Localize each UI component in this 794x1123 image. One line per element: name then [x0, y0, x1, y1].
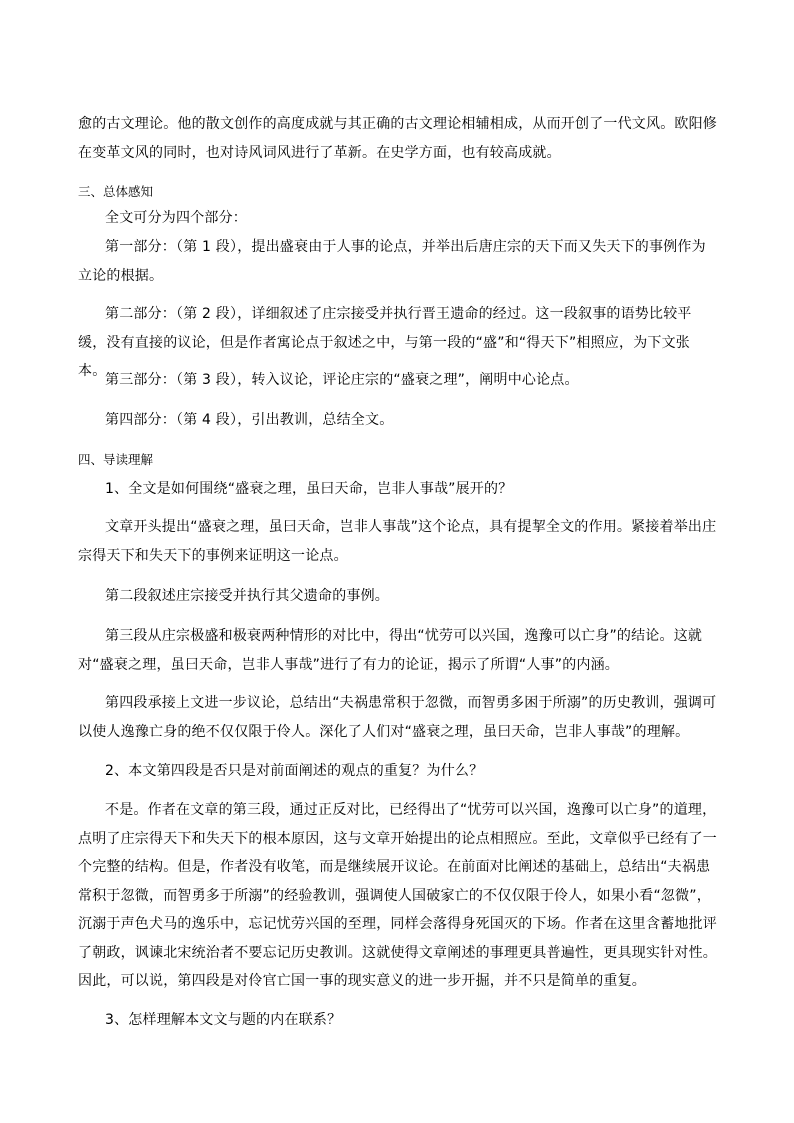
part-3: 第三部分：（第 3 段），转入议论，评论庄宗的“盛衰之理”，阐明中心论点。: [105, 372, 579, 388]
intro-paragraph: 愈的古文理论。他的散文创作的高度成就与其正确的古文理论相辅相成，从而开创了一代文风。欧阳修在变革文风的同时，也对诗风词风进行了革新。在史学方面，也有较高成就。: [78, 116, 717, 161]
answer-1-para-2: 第二段叙述庄宗接受并执行其父遗命的事例。: [105, 588, 389, 604]
question-1: 1、全文是如何围绕“盛衰之理，虽曰天命，岂非人事哉”展开的？: [105, 481, 513, 497]
section-3-heading: 三、总体感知: [78, 184, 154, 199]
answer-2: 不是。作者在文章的第三段，通过正反对比，已经得出了“忧劳可以兴国，逸豫可以亡身”的道理，点明了庄宗得天下和失天下的根本原因，这与文章开始提出的论点相照应。至此，文章似乎已经有了一个完整的结构。但是，作者没有收笔，而是继续展开议论。在前面对比阐述的基础上，总结出“夫祸患常积于忽微，而智勇多于所溺”的经验教训，强调使人国破家亡的不仅仅限于伶人，如果小看“忽微”，沉溺于声色犬马的逸乐中，忘记忧劳兴国的至理，同样会落得身死国灭的下场。作者在这里含蓄地批评了朝政，讽谏北宋统治者不要忘记历史教训。这就使得文章阐述的事理更具普遍性，更具现实针对性。因此，可以说，第四段是对伶官亡国一事的现实意义的进一步开掘，并不只是简单的重复。: [78, 802, 717, 989]
answer-1-para-1: 文章开头提出“盛衰之理，虽曰天命，岂非人事哉”这个论点，具有提挈全文的作用。紧接着举出庄宗得天下和失天下的事例来证明这一论点。: [78, 519, 717, 564]
question-2: 2、本文第四段是否只是对前面阐述的观点的重复？为什么？: [105, 763, 484, 779]
part-4: 第四部分：（第 4 段），引出教训，总结全文。: [105, 412, 394, 428]
section-3-lead: 全文可分为四个部分：: [105, 210, 247, 226]
section-4-heading: 四、导读理解: [78, 452, 154, 467]
answer-1-para-3: 第三段从庄宗极盛和极衰两种情形的对比中，得出“忧劳可以兴国，逸豫可以亡身”的结论。这就对“盛衰之理，虽曰天命，岂非人事哉”进行了有力的论证，揭示了所谓“人事”的内涵。: [78, 628, 703, 673]
part-1: 第一部分：（第 1 段），提出盛衰由于人事的论点，并举出后唐庄宗的天下而又失天下的事例作为立论的根据。: [78, 239, 706, 284]
question-3: 3、怎样理解本文文与题的内在联系？: [105, 1012, 342, 1028]
answer-1-para-4: 第四段承接上文进一步议论，总结出“夫祸患常积于忽微，而智勇多困于所溺”的历史教训，强调可以使人逸豫亡身的绝不仅仅限于伶人。深化了人们对“盛衰之理，虽曰天命，岂非人事哉”的理解。: [78, 695, 717, 740]
part-2: 第二部分：（第 2 段），详细叙述了庄宗接受并执行晋王遗命的经过。这一段叙事的语势比较平缓，没有直接的议论，但是作者寓论点于叙述之中，与第一段的“盛”和“得天下”相照应，为下文张本。: [78, 306, 692, 379]
